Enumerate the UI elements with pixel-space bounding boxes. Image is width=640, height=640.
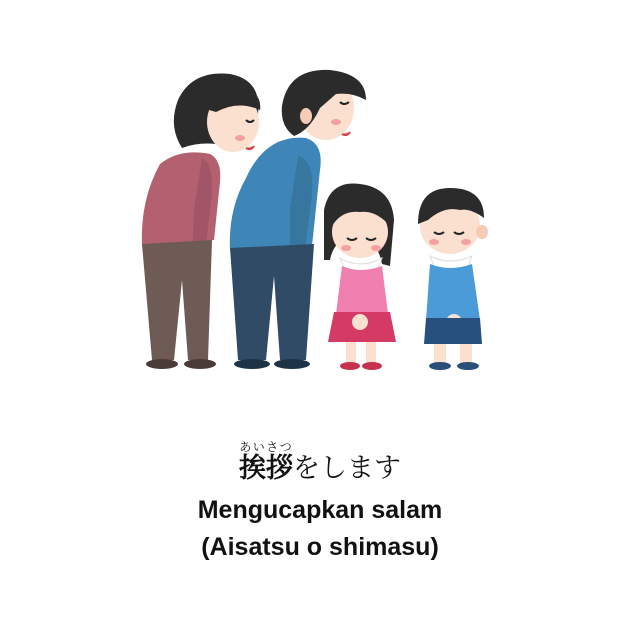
girl-shoe-left bbox=[340, 362, 360, 370]
girl-shoe-right bbox=[362, 362, 382, 370]
boy-shoe-left bbox=[429, 362, 451, 370]
father-shoe-left bbox=[234, 359, 270, 369]
mother-cheek bbox=[235, 135, 245, 141]
girl-cheek-right bbox=[371, 245, 381, 251]
romaji-reading: (Aisatsu o shimasu) bbox=[201, 533, 439, 561]
indonesian-translation: Mengucapkan salam bbox=[197, 496, 443, 524]
family-bowing-illustration bbox=[120, 60, 520, 380]
girl-leg-left bbox=[346, 342, 356, 364]
girl-dress bbox=[336, 266, 388, 314]
mother-pants bbox=[142, 240, 212, 360]
girl-hands bbox=[352, 314, 368, 330]
father-pants bbox=[230, 244, 314, 360]
boy-figure bbox=[418, 188, 488, 370]
boy-leg-right bbox=[460, 344, 472, 364]
boy-cheek-right bbox=[461, 239, 471, 245]
father-ear bbox=[300, 108, 312, 124]
kanji-with-furigana bbox=[239, 440, 293, 484]
mother-shoe-left bbox=[146, 359, 178, 369]
kana-suffix: をします bbox=[293, 453, 401, 484]
kanji-text: 挨拶 bbox=[239, 453, 293, 484]
boy-ear bbox=[476, 225, 488, 239]
boy-shorts bbox=[424, 318, 482, 344]
boy-shirt bbox=[426, 264, 480, 320]
japanese-caption bbox=[0, 440, 640, 484]
boy-cheek-left bbox=[429, 239, 439, 245]
boy-leg-left bbox=[434, 344, 446, 364]
father-shoe-right bbox=[274, 359, 310, 369]
girl-figure bbox=[324, 184, 396, 370]
father-cheek bbox=[331, 119, 341, 125]
boy-shoe-right bbox=[457, 362, 479, 370]
girl-cheek-left bbox=[341, 245, 351, 251]
mother-shoe-right bbox=[184, 359, 216, 369]
girl-leg-right bbox=[366, 342, 376, 364]
furigana-text: あいさつ bbox=[239, 440, 293, 454]
